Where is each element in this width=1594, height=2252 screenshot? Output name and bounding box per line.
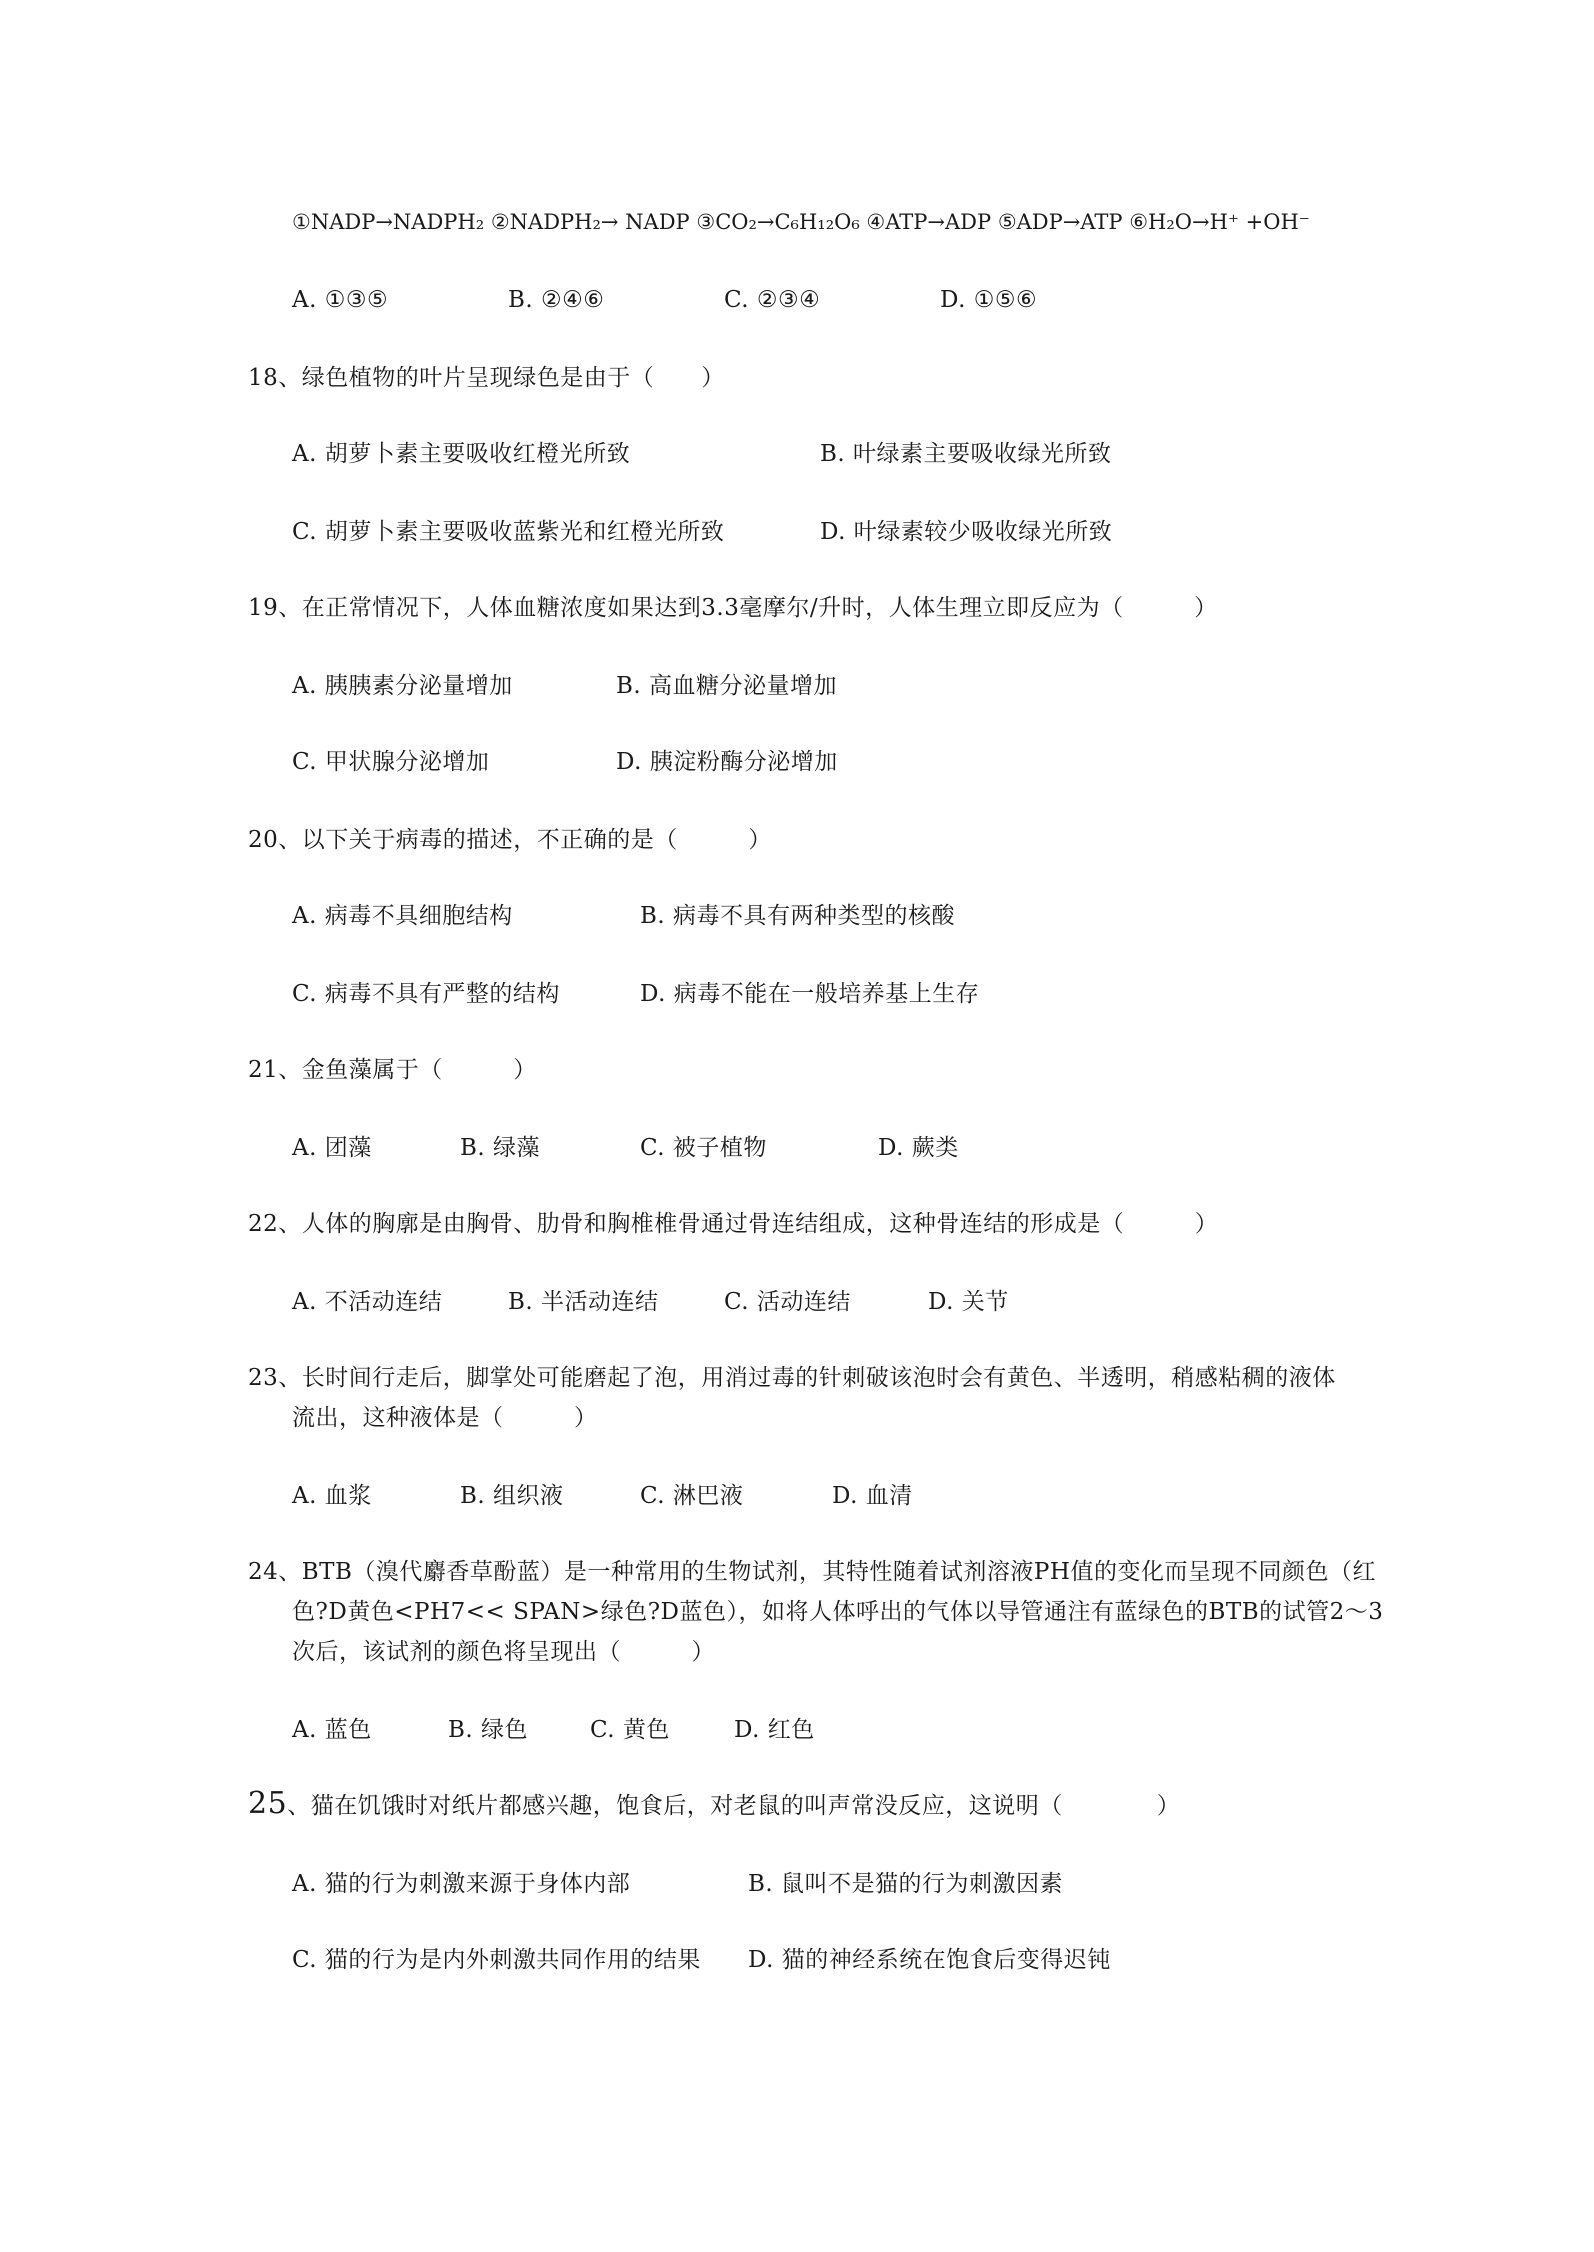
q20-stem: 20、以下关于病毒的描述，不正确的是（ ） [248,827,772,853]
q24-option-c: C. 黄色 [590,1717,670,1743]
q23-stem-line1: 23、长时间行走后，脚掌处可能磨起了泡，用消过毒的针刺破该泡时会有黄色、半透明，稍感粘稠的液体 [248,1365,1336,1391]
q24-option-b: B. 绿色 [448,1717,529,1743]
q20-option-d: D. 病毒不能在一般培养基上生存 [640,981,980,1007]
q17-option-c: C. ②③④ [724,287,821,313]
q18-stem: 18、绿色植物的叶片呈现绿色是由于（ ） [248,365,725,391]
q20-option-b: B. 病毒不具有两种类型的核酸 [640,903,956,929]
q25-stem-text: 、猫在饥饿时对纸片都感兴趣，饱食后，对老鼠的叫声常没反应，这说明（ ） [287,1793,1181,1819]
q20-option-c: C. 病毒不具有严整的结构 [292,981,560,1007]
q21-option-c: C. 被子植物 [640,1135,767,1161]
q19-option-b: B. 高血糖分泌量增加 [616,673,838,699]
q24-stem-line3: 次后，该试剂的颜色将呈现出（ ） [292,1639,715,1665]
q17-option-b: B. ②④⑥ [508,287,605,313]
q21-option-a: A. 团藻 [292,1135,372,1161]
q17-option-a: A. ①③⑤ [292,287,389,313]
q17-option-d: D. ①⑤⑥ [940,287,1038,313]
q21-option-d: D. 蕨类 [878,1135,959,1161]
q18-option-b: B. 叶绿素主要吸收绿光所致 [820,441,1112,467]
q23-option-b: B. 组织液 [460,1483,564,1509]
q25-option-d: D. 猫的神经系统在饱食后变得迟钝 [748,1947,1111,1973]
q24-option-a: A. 蓝色 [292,1717,372,1743]
q25-option-c: C. 猫的行为是内外刺激共同作用的结果 [292,1947,701,1973]
q24-stem-line1: 24、BTB（溴代麝香草酚蓝）是一种常用的生物试剂，其特性随着试剂溶液PH值的变化而呈现不同颜色（红 [248,1559,1376,1585]
q24-stem-line2: 色?D黄色<PH7<< SPAN>绿色?D蓝色），如将人体呼出的气体以导管通注有蓝绿色的BTB的试管2～3 [292,1599,1384,1625]
q21-stem: 21、金鱼藻属于（ ） [248,1057,537,1083]
q22-stem: 22、人体的胸廓是由胸骨、肋骨和胸椎椎骨通过骨连结组成，这种骨连结的形成是（ ） [248,1211,1219,1237]
q18-option-c: C. 胡萝卜素主要吸收蓝紫光和红橙光所致 [292,519,725,545]
q22-option-b: B. 半活动连结 [508,1289,659,1315]
q25-stem [248,1788,1180,1822]
q18-option-a: A. 胡萝卜素主要吸收红橙光所致 [292,441,631,467]
q25-option-a: A. 猫的行为刺激来源于身体内部 [292,1871,631,1897]
q23-option-a: A. 血浆 [292,1483,372,1509]
q23-stem-line2: 流出，这种液体是（ ） [292,1405,598,1431]
q25-option-b: B. 鼠叫不是猫的行为刺激因素 [748,1871,1064,1897]
q23-option-c: C. 淋巴液 [640,1483,744,1509]
q21-option-b: B. 绿藻 [460,1135,541,1161]
q23-option-d: D. 血清 [832,1483,913,1509]
q22-option-c: C. 活动连结 [724,1289,851,1315]
q18-option-d: D. 叶绿素较少吸收绿光所致 [820,519,1113,545]
q19-option-a: A. 胰胰素分泌量增加 [292,673,513,699]
q22-option-a: A. 不活动连结 [292,1289,443,1315]
q25-number: 25 [248,1786,288,1821]
q19-option-c: C. 甲状腺分泌增加 [292,749,490,775]
q24-option-d: D. 红色 [734,1717,815,1743]
q19-option-d: D. 胰淀粉酶分泌增加 [616,749,838,775]
q17-formula: ①NADP→NADPH₂ ②NADPH₂→ NADP ③CO₂→C₆H₁₂O₆ ④ATP→ADP ⑤ADP→ATP ⑥H₂O→H⁺ +OH⁻ [292,210,1310,234]
q20-option-a: A. 病毒不具细胞结构 [292,903,513,929]
q22-option-d: D. 关节 [928,1289,1009,1315]
q19-stem: 19、在正常情况下，人体血糖浓度如果达到3.3毫摩尔/升时，人体生理立即反应为（ ） [248,595,1218,621]
